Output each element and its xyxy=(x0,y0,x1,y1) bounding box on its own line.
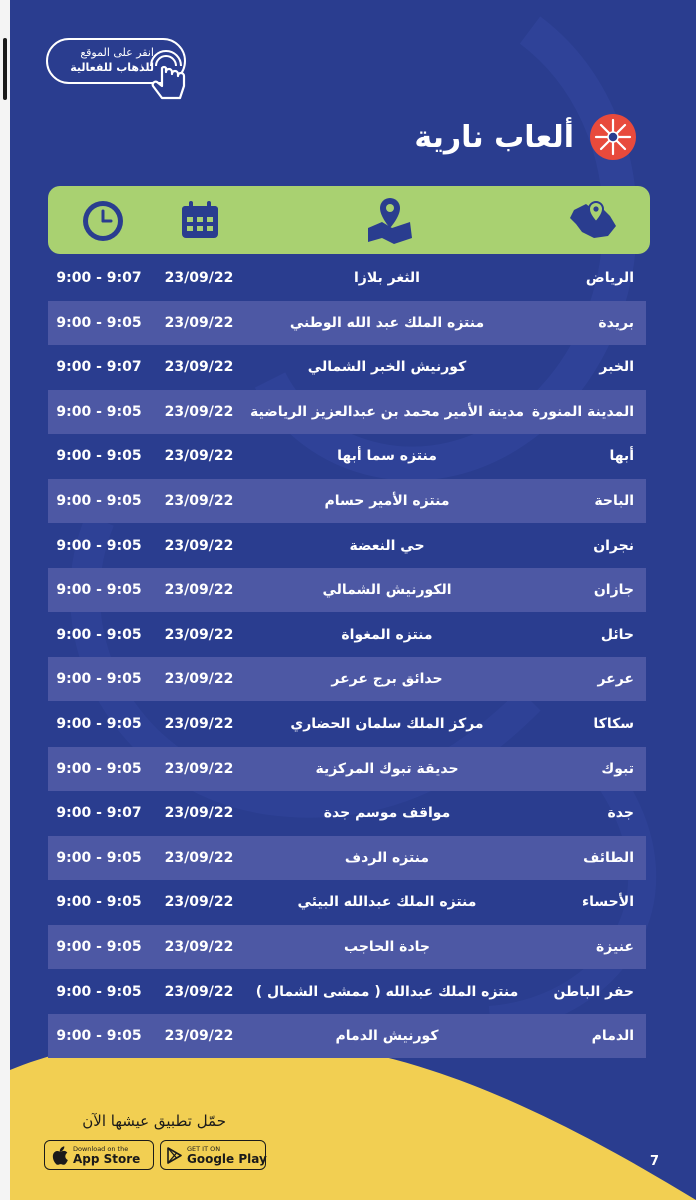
table-row xyxy=(48,925,646,969)
page xyxy=(10,0,696,1200)
date-cell: 23/09/22 xyxy=(164,582,234,599)
city-cell: الدمام xyxy=(591,1028,634,1045)
download-prompt: حمّل تطبيق عيشها الآن xyxy=(82,1112,226,1130)
date-cell: 23/09/22 xyxy=(164,805,234,822)
table-row xyxy=(48,970,646,1014)
venue-cell[interactable]: كورنيش الخبر الشمالي xyxy=(307,359,467,376)
google-play-label: Google Play xyxy=(187,1152,267,1166)
google-play-icon xyxy=(167,1147,183,1164)
calendar-icon xyxy=(178,198,222,242)
venue-cell[interactable]: الكورنيش الشمالي xyxy=(322,582,452,599)
cta-line-1: انقر على الموقع xyxy=(80,46,154,59)
time-cell: 9:00 - 9:05 xyxy=(56,938,142,955)
city-cell: الرياض xyxy=(585,270,634,286)
time-cell: 9:00 - 9:05 xyxy=(56,760,142,777)
venue-cell[interactable]: كورنيش الدمام xyxy=(335,1028,439,1045)
venue-cell[interactable]: جادة الحاجب xyxy=(344,938,430,955)
table-row xyxy=(48,657,646,701)
table-header xyxy=(48,186,650,254)
venue-cell[interactable]: مواقف موسم جدة xyxy=(323,805,451,822)
saudi-map-pin-icon xyxy=(564,196,624,244)
venue-cell[interactable]: منتزه الأمير حسام xyxy=(324,492,450,509)
time-cell: 9:00 - 9:05 xyxy=(56,403,142,420)
venue-cell[interactable]: الثغر بلازا xyxy=(353,270,420,286)
venue-cell[interactable]: منتزه المغواة xyxy=(341,626,433,643)
date-cell: 23/09/22 xyxy=(164,983,234,1000)
date-cell: 23/09/22 xyxy=(164,314,234,331)
table-row xyxy=(48,301,646,345)
date-cell: 23/09/22 xyxy=(164,671,234,688)
time-cell: 9:00 - 9:05 xyxy=(56,894,142,911)
date-cell: 23/09/22 xyxy=(164,403,234,420)
city-cell: عرعر xyxy=(597,671,634,688)
date-cell: 23/09/22 xyxy=(164,1028,234,1045)
table-row xyxy=(48,479,646,523)
date-cell: 23/09/22 xyxy=(164,359,234,376)
venue-cell[interactable]: حديقة تبوك المركزية xyxy=(315,760,459,777)
table-row xyxy=(48,791,646,835)
date-cell: 23/09/22 xyxy=(164,938,234,955)
date-cell: 23/09/22 xyxy=(164,760,234,777)
table-row xyxy=(48,702,646,746)
time-cell: 9:00 - 9:05 xyxy=(56,671,142,688)
time-cell: 9:00 - 9:05 xyxy=(56,715,142,732)
date-cell: 23/09/22 xyxy=(164,448,234,465)
venue-cell[interactable]: حي النعضة xyxy=(349,537,425,554)
venue-cell[interactable]: مركز الملك سلمان الحضاري xyxy=(290,715,484,732)
google-play-badge[interactable] xyxy=(160,1140,266,1170)
venue-cell[interactable]: منتزه الملك عبدالله البيئي xyxy=(297,894,477,911)
city-cell: عنيزة xyxy=(596,938,634,955)
page-edge xyxy=(0,0,10,1200)
clock-icon xyxy=(80,198,126,244)
app-store-badge[interactable] xyxy=(44,1140,154,1170)
venue-cell[interactable]: حدائق برج عرعر xyxy=(331,671,443,688)
city-cell: الأحساء xyxy=(582,894,634,911)
table-row xyxy=(48,747,646,791)
city-cell: نجران xyxy=(593,537,634,554)
city-cell: الخبر xyxy=(599,359,634,376)
city-cell: جدة xyxy=(607,805,634,822)
city-cell: المدينة المنورة xyxy=(531,403,634,420)
venue-cell[interactable]: مدينة الأمير محمد بن عبدالعزيز الرياضية xyxy=(250,403,524,420)
time-cell: 9:00 - 9:05 xyxy=(56,492,142,509)
city-cell: الطائف xyxy=(583,849,634,866)
title-block xyxy=(414,112,638,162)
time-cell: 9:00 - 9:07 xyxy=(56,270,142,286)
date-cell: 23/09/22 xyxy=(164,894,234,911)
city-cell: تبوك xyxy=(601,760,634,777)
time-cell: 9:00 - 9:05 xyxy=(56,537,142,554)
city-cell: أبها xyxy=(609,448,634,465)
page-title: ألعاب نارية xyxy=(414,119,574,155)
time-cell: 9:00 - 9:05 xyxy=(56,983,142,1000)
map-location-icon xyxy=(362,194,418,246)
time-cell: 9:00 - 9:05 xyxy=(56,314,142,331)
apple-logo-icon xyxy=(52,1146,68,1165)
venue-cell[interactable]: منتزه الردف xyxy=(344,849,430,866)
table-row xyxy=(48,524,646,568)
app-store-label: App Store xyxy=(73,1152,141,1166)
time-cell: 9:00 - 9:05 xyxy=(56,849,142,866)
time-cell: 9:00 - 9:07 xyxy=(56,359,142,376)
city-cell: جازان xyxy=(593,582,634,599)
venue-cell[interactable]: منتزه سما أبها xyxy=(337,448,437,465)
venue-cell[interactable]: منتزه الملك عبد الله الوطني xyxy=(289,314,485,331)
city-cell: بريدة xyxy=(598,314,634,331)
date-cell: 23/09/22 xyxy=(164,715,234,732)
firework-icon xyxy=(588,112,638,162)
time-cell: 9:00 - 9:05 xyxy=(56,1028,142,1045)
time-cell: 9:00 - 9:05 xyxy=(56,626,142,643)
table-row xyxy=(48,880,646,924)
city-cell: الباحة xyxy=(594,492,634,509)
table-row xyxy=(48,1014,646,1058)
time-cell: 9:00 - 9:05 xyxy=(56,582,142,599)
venue-cell[interactable]: منتزه الملك عبدالله ( ممشى الشمال ) xyxy=(255,983,519,1000)
date-cell: 23/09/22 xyxy=(164,849,234,866)
date-cell: 23/09/22 xyxy=(164,626,234,643)
schedule-table xyxy=(48,256,646,1059)
table-row xyxy=(48,345,646,389)
app-store-small-text: Download on the xyxy=(73,1145,129,1153)
cta-line-2: للذهاب للفعالية xyxy=(70,61,154,74)
date-cell: 23/09/22 xyxy=(164,270,234,286)
table-row xyxy=(48,836,646,880)
google-play-small-text: GET IT ON xyxy=(187,1145,221,1153)
table-row xyxy=(48,434,646,478)
city-cell: حائل xyxy=(600,626,634,643)
city-cell: حفر الباطن xyxy=(553,983,634,1000)
city-cell: سكاكا xyxy=(593,715,634,732)
time-cell: 9:00 - 9:07 xyxy=(56,805,142,822)
time-cell: 9:00 - 9:05 xyxy=(56,448,142,465)
table-row xyxy=(48,613,646,657)
table-row xyxy=(48,390,646,434)
table-row xyxy=(48,568,646,612)
page-number: 7 xyxy=(650,1154,660,1169)
table-row xyxy=(48,256,646,300)
tap-hand-icon xyxy=(142,44,194,106)
date-cell: 23/09/22 xyxy=(164,537,234,554)
date-cell: 23/09/22 xyxy=(164,492,234,509)
